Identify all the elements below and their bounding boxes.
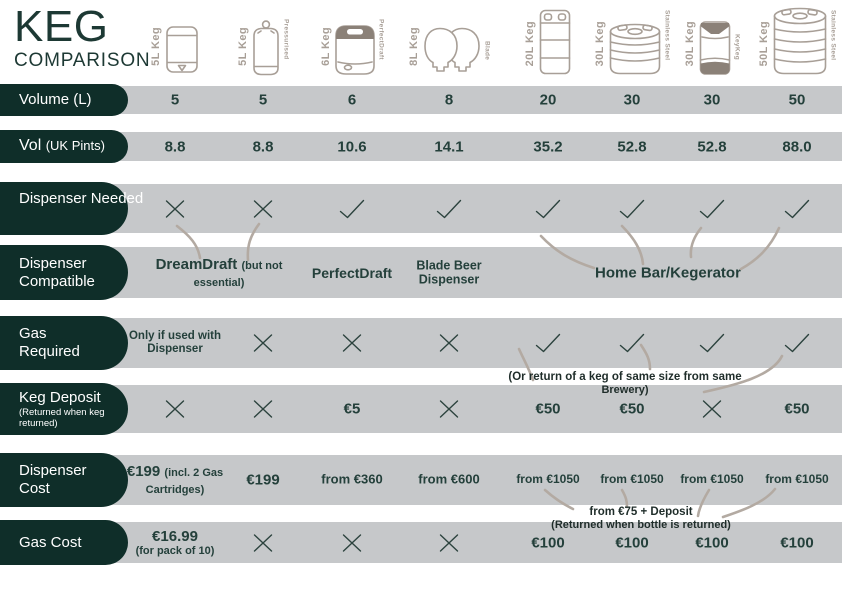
column-sublabel: PerfectDraft xyxy=(377,19,385,60)
cell-volume-col7: 30 xyxy=(703,91,721,109)
cell-dispenser-cost-col5: from €1050 xyxy=(516,472,580,487)
cell-gas-cost-col3 xyxy=(341,533,364,552)
cell-compatible-col4: Blade Beer Dispenser xyxy=(416,258,482,287)
cell-deposit-col2 xyxy=(252,400,275,419)
column-header-8 xyxy=(737,0,842,76)
row-label-text: Keg Deposit xyxy=(19,388,101,406)
x-mark-icon xyxy=(164,400,187,419)
row-label-compatible xyxy=(0,245,128,300)
check-mark-icon xyxy=(784,333,811,353)
column-sublabel: Pressurised xyxy=(282,19,290,60)
x-mark-icon xyxy=(252,334,275,353)
row-label-text: Cost xyxy=(19,480,50,497)
cell-needed-col4 xyxy=(436,199,463,219)
cell-pints-col4: 14.1 xyxy=(434,137,464,155)
row-label-dispenser-cost xyxy=(0,453,128,507)
title-comparison: COMPARISON xyxy=(14,50,151,72)
x-mark-icon xyxy=(438,400,461,419)
column-label: 30L Keg xyxy=(683,20,696,66)
row-label-volume xyxy=(0,84,128,116)
cell-needed-col3 xyxy=(339,199,366,219)
annotation-note: from €75 + Deposit (Returned when bottle is returned) xyxy=(551,506,731,532)
row-label-gas-cost xyxy=(0,520,128,565)
cell-dispenser-cost-col1: €199 (incl. 2 Gas Cartridges) xyxy=(126,462,224,496)
cell-dispenser-cost-col6: from €1050 xyxy=(600,472,664,487)
perfectdraft-keg-icon xyxy=(334,24,376,76)
cell-deposit-col7 xyxy=(701,400,724,419)
keykeg-icon xyxy=(698,18,732,76)
cell-deposit-col1 xyxy=(164,400,187,419)
cell-deposit-col5: €50 xyxy=(535,400,561,418)
row-label-text: Gas Cost xyxy=(19,533,82,551)
row-label-needed xyxy=(0,182,144,235)
cell-deposit-col4 xyxy=(438,400,461,419)
cell-volume-col4: 8 xyxy=(444,91,454,109)
stainless-keg-tall-icon xyxy=(772,6,828,76)
check-mark-icon xyxy=(619,333,646,353)
cell-gas-col6 xyxy=(619,333,646,353)
cell-gas-cost-col2 xyxy=(252,533,275,552)
x-mark-icon xyxy=(341,533,364,552)
column-label: 5L Keg xyxy=(150,27,162,66)
check-mark-icon xyxy=(535,333,562,353)
column-label: 50L Keg xyxy=(757,20,770,66)
check-mark-icon xyxy=(535,199,562,219)
cell-gas-col5 xyxy=(535,333,562,353)
column-sublabel: Stainless Steel xyxy=(829,9,837,60)
row-label-text: (Returned when keg xyxy=(19,406,105,418)
row-label-text: Volume (L) xyxy=(19,91,92,109)
cell-volume-col8: 50 xyxy=(788,91,806,109)
cell-pints-col3: 10.6 xyxy=(337,137,367,155)
cell-dispenser-cost-col8: from €1050 xyxy=(765,472,829,487)
title-keg: KEG xyxy=(14,2,109,51)
check-mark-icon xyxy=(436,199,463,219)
x-mark-icon xyxy=(252,533,275,552)
row-label-text: Dispenser xyxy=(19,462,87,480)
cell-pints-col2: 8.8 xyxy=(252,137,274,155)
slim-steel-keg-icon xyxy=(538,8,572,76)
row-label-text: Vol (UK Pints) xyxy=(19,137,105,155)
cell-needed-col6 xyxy=(619,199,646,219)
column-label: 5L Keg xyxy=(236,27,249,66)
annotation-note: (Or return of a keg of same size from same Brewery) xyxy=(508,371,742,397)
pressurised-keg-icon xyxy=(251,20,281,76)
row-label-text: Compatible xyxy=(19,272,95,290)
column-sublabel: Stainless Steel xyxy=(663,9,671,60)
cell-needed-col2 xyxy=(252,199,275,218)
x-mark-icon xyxy=(438,334,461,353)
row-label-deposit xyxy=(0,383,128,435)
cell-volume-col2: 5 xyxy=(258,91,268,109)
column-label: 20L Keg xyxy=(524,20,536,66)
check-mark-icon xyxy=(339,199,366,219)
row-label-gas xyxy=(0,316,128,370)
column-sublabel: Blade xyxy=(483,40,491,60)
cell-gas-cost-col5: €100 xyxy=(531,533,565,551)
cell-compatible-col1-2: DreamDraft (but not essential) xyxy=(155,255,283,289)
row-label-text: Required xyxy=(19,343,80,360)
cell-deposit-col6: €50 xyxy=(619,400,645,418)
x-mark-icon xyxy=(252,400,275,419)
cell-pints-col8: 88.0 xyxy=(782,137,812,155)
cell-gas-col2 xyxy=(252,334,275,353)
cell-dispenser-cost-col4: from €600 xyxy=(418,471,480,487)
cell-deposit-col3: €5 xyxy=(343,400,361,418)
row-label-text: Dispenser Needed xyxy=(19,190,144,207)
cell-gas-col3 xyxy=(341,334,364,353)
cell-volume-col3: 6 xyxy=(347,91,357,109)
cell-pints-col1: 8.8 xyxy=(164,137,186,155)
x-mark-icon xyxy=(701,400,724,419)
x-mark-icon xyxy=(341,334,364,353)
cell-volume-col1: 5 xyxy=(170,91,180,109)
cell-gas-col1: Only if used with Dispenser xyxy=(128,329,221,355)
check-mark-icon xyxy=(619,199,646,219)
cell-gas-cost-col1: €16.99 (for pack of 10) xyxy=(135,527,215,557)
column-label: 30L Keg xyxy=(593,20,606,66)
cell-compatible-col5-8: Home Bar/Kegerator xyxy=(595,263,741,281)
cell-needed-col8 xyxy=(784,199,811,219)
cell-gas-cost-col7: €100 xyxy=(695,533,729,551)
row-label-text: Gas xyxy=(19,325,47,343)
cell-needed-col1 xyxy=(164,199,187,218)
column-sublabel: KeyKeg xyxy=(733,33,741,60)
cell-dispenser-cost-col2: €199 xyxy=(246,471,280,489)
x-mark-icon xyxy=(252,199,275,218)
cell-gas-cost-col4 xyxy=(438,533,461,552)
cell-compatible-col3: PerfectDraft xyxy=(311,264,393,281)
cell-pints-col7: 52.8 xyxy=(697,137,727,155)
check-mark-icon xyxy=(699,199,726,219)
cell-volume-col5: 20 xyxy=(539,91,557,109)
cell-gas-cost-col8: €100 xyxy=(780,533,814,551)
cell-gas-col7 xyxy=(699,333,726,353)
cell-deposit-col8: €50 xyxy=(784,400,810,418)
cell-gas-col4 xyxy=(438,334,461,353)
cell-needed-col7 xyxy=(699,199,726,219)
cell-pints-col6: 52.8 xyxy=(617,137,647,155)
cell-pints-col5: 35.2 xyxy=(533,137,563,155)
row-label-text: Dispenser xyxy=(19,254,87,272)
x-mark-icon xyxy=(438,533,461,552)
column-label: 8L Keg xyxy=(407,27,420,66)
cell-needed-col5 xyxy=(535,199,562,219)
cell-gas-cost-col6: €100 xyxy=(615,533,649,551)
cell-dispenser-cost-col3: from €360 xyxy=(321,471,383,487)
row-label-pints xyxy=(0,130,128,163)
blade-keg-icon xyxy=(422,26,482,76)
mini-barrel-keg-icon xyxy=(164,26,200,76)
row-label-text: returned) xyxy=(19,417,58,429)
check-mark-icon xyxy=(784,199,811,219)
column-label: 6L Keg xyxy=(319,27,332,66)
x-mark-icon xyxy=(164,199,187,218)
cell-gas-col8 xyxy=(784,333,811,353)
check-mark-icon xyxy=(699,333,726,353)
cell-volume-col6: 30 xyxy=(623,91,641,109)
cell-dispenser-cost-col7: from €1050 xyxy=(680,472,744,487)
